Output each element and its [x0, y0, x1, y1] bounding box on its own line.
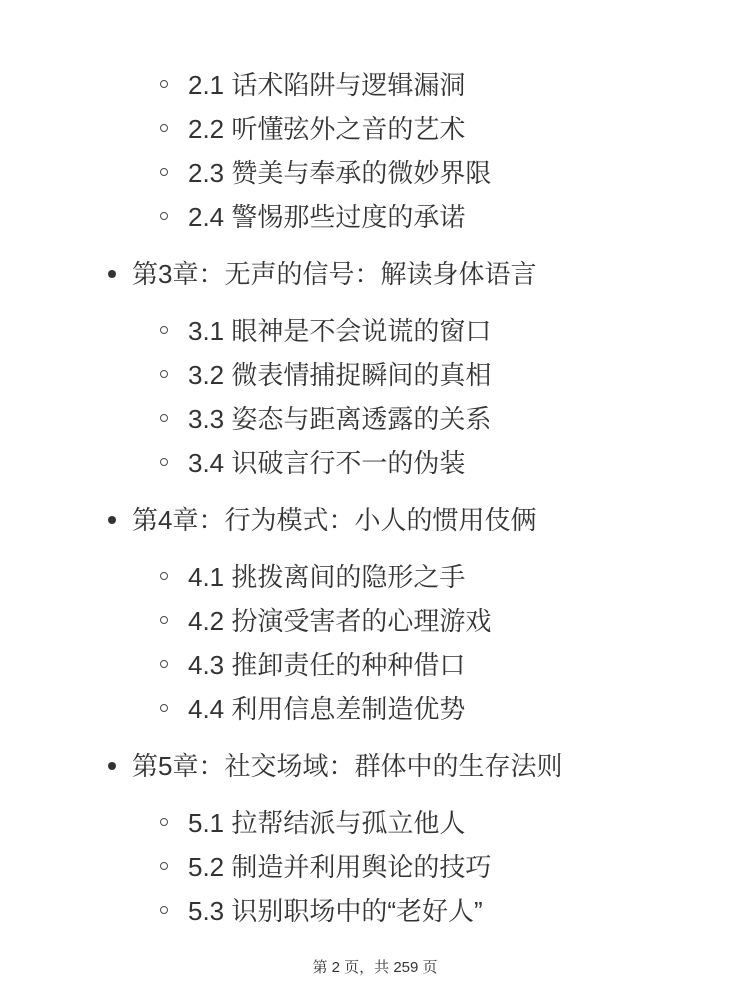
disc-bullet-icon [108, 516, 116, 524]
circle-bullet-icon [160, 572, 168, 580]
circle-bullet-icon [160, 458, 168, 466]
toc-subitem [0, 195, 750, 239]
toc-chapter [0, 252, 750, 296]
toc-subitem-label: 4.2 扮演受害者的心理游戏 [188, 606, 492, 636]
toc-subitem-label: 5.2 制造并利用舆论的技巧 [188, 852, 492, 882]
toc-subitem [0, 397, 750, 441]
chapter2-items [0, 63, 750, 239]
toc-subitem-label: 5.3 识别职场中的“老好人” [188, 896, 483, 926]
toc-subitem-label: 2.4 警惕那些过度的承诺 [188, 202, 466, 232]
circle-bullet-icon [160, 168, 168, 176]
toc-subitem-label: 3.4 识破言行不一的伪装 [188, 448, 466, 478]
toc-subitem [0, 309, 750, 353]
circle-bullet-icon [160, 80, 168, 88]
toc-subitem-label: 3.2 微表情捕捉瞬间的真相 [188, 360, 492, 390]
toc-chapter-label: 第5章：社交场域：群体中的生存法则 [132, 751, 563, 781]
section-chapter3 [0, 252, 750, 485]
circle-bullet-icon [160, 326, 168, 334]
toc-subitem-label: 4.1 挑拨离间的隐形之手 [188, 562, 466, 592]
chapter4-items [0, 555, 750, 731]
toc-subitem-label: 3.1 眼神是不会说谎的窗口 [188, 316, 492, 346]
toc-subitem-label: 4.4 利用信息差制造优势 [188, 694, 466, 724]
toc-subitem [0, 889, 750, 933]
circle-bullet-icon [160, 616, 168, 624]
toc-subitem [0, 353, 750, 397]
section-chapter4 [0, 498, 750, 731]
toc-subitem [0, 599, 750, 643]
circle-bullet-icon [160, 862, 168, 870]
toc-chapter [0, 744, 750, 788]
circle-bullet-icon [160, 906, 168, 914]
page-indicator: 第 2 页，共 259 页 [312, 959, 438, 976]
circle-bullet-icon [160, 370, 168, 378]
toc-subitem [0, 151, 750, 195]
toc-subitem [0, 63, 750, 107]
page-footer [0, 957, 750, 979]
toc-chapter-label: 第3章：无声的信号：解读身体语言 [132, 259, 537, 289]
disc-bullet-icon [108, 762, 116, 770]
toc-subitem-label: 2.2 听懂弦外之音的艺术 [188, 114, 466, 144]
toc-subitem [0, 441, 750, 485]
chapter3-items [0, 309, 750, 485]
toc-subitem-label: 4.3 推卸责任的种种借口 [188, 650, 466, 680]
toc-subitem-label: 2.1 话术陷阱与逻辑漏洞 [188, 70, 466, 100]
chapter5-items [0, 801, 750, 933]
toc-subitem [0, 845, 750, 889]
toc-subitem [0, 801, 750, 845]
circle-bullet-icon [160, 414, 168, 422]
disc-bullet-icon [108, 270, 116, 278]
toc-subitem-label: 3.3 姿态与距离透露的关系 [188, 404, 492, 434]
toc-subitem [0, 643, 750, 687]
toc-subitem [0, 107, 750, 151]
toc-subitem-label: 2.3 赞美与奉承的微妙界限 [188, 158, 492, 188]
circle-bullet-icon [160, 212, 168, 220]
section-chapter5 [0, 744, 750, 933]
toc-chapter-label: 第4章：行为模式：小人的惯用伎俩 [132, 505, 537, 535]
circle-bullet-icon [160, 818, 168, 826]
circle-bullet-icon [160, 704, 168, 712]
toc-chapter [0, 498, 750, 542]
circle-bullet-icon [160, 124, 168, 132]
toc-subitem [0, 555, 750, 599]
section-chapter2-continued [0, 63, 750, 239]
toc-subitem-label: 5.1 拉帮结派与孤立他人 [188, 808, 466, 838]
toc-subitem [0, 687, 750, 731]
circle-bullet-icon [160, 660, 168, 668]
